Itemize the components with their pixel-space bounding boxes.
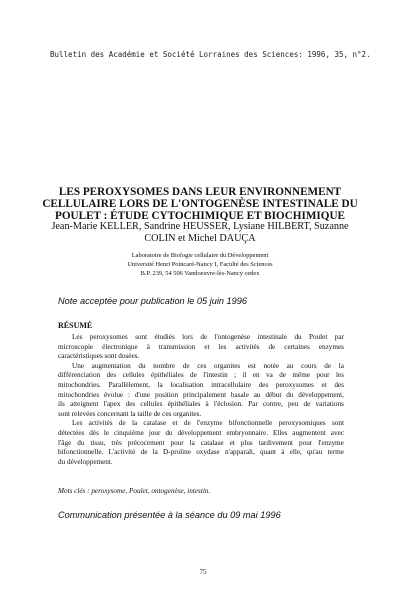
abstract-line: caractéristiques sont dosées. bbox=[58, 352, 140, 361]
author-line: COLIN et Michel DAUÇA bbox=[144, 233, 256, 244]
affiliation bbox=[40, 251, 360, 278]
abstract-line: Les activités de la catalase et de l'enzyme bifonctionnelle peroxysomiques sont bbox=[72, 419, 344, 428]
abstract-line: l'âge du tissu, très précocement pour la catalase et plus tardivement pour l'enzyme bbox=[58, 438, 344, 447]
title-line: LES PEROXYSOMES DANS LEUR ENVIRONNEMENT bbox=[58, 186, 342, 198]
abstract-body bbox=[58, 333, 344, 467]
abstract-line: microscopie électronique à transmission et les activités de certaines enzymes bbox=[58, 342, 344, 351]
abstract-line: différenciation des cellules épithéliales de l'intestin ; il en va de même pour les bbox=[58, 371, 344, 380]
abstract-line: bifonctionnelle. L'activité de la D-proline oxydase n'apparaît, quant à elle, qu'au terme bbox=[58, 448, 344, 457]
author-line: Jean-Marie KELLER, Sandrine HEUSSER, Lysiane HILBERT, Suzanne bbox=[51, 221, 349, 232]
abstract-line: sont relevées concernant la taille de ces organites. bbox=[58, 409, 202, 418]
abstract-line: mitochondries. Parallèlement, la localisation intracellulaire des peroxysomes et des bbox=[58, 380, 344, 389]
author-list bbox=[40, 221, 360, 245]
acceptance-note: Note acceptée pour publication le 05 juin 1996 bbox=[58, 296, 247, 306]
page-number: 75 bbox=[199, 568, 207, 576]
affiliation-line: Université Henri Poincaré-Nancy I, Faculté des Sciences bbox=[127, 261, 273, 268]
affiliation-line: B.P. 239, 54 506 Vandoeuvre-lès-Nancy cedex bbox=[140, 270, 260, 277]
keywords: Mots clés : peroxysome, Poulet, ontogenèse, intestin. bbox=[58, 487, 211, 495]
abstract-line: du développement. bbox=[58, 457, 113, 466]
article-title bbox=[40, 186, 360, 222]
abstract-line: mitochondries évolue : d'une position principalement basale au début du développement, bbox=[58, 390, 344, 399]
title-line: POULET : ÉTUDE CYTOCHIMIQUE ET BIOCHIMIQUE bbox=[55, 210, 345, 222]
communication-note: Communication présentée à la séance du 09 mai 1996 bbox=[58, 510, 281, 520]
abstract-line: ils atteignent l'apex des cellules épithéliales à l'éclosion. Par contre, peu de variations bbox=[58, 400, 344, 409]
affiliation-line: Laboratoire de Biologie cellulaire du Développement bbox=[131, 252, 269, 259]
journal-header: Bulletin des Académie et Société Lorraines des Sciences: 1996, 35, n°2. bbox=[50, 50, 371, 59]
abstract-heading: RÉSUMÉ bbox=[58, 321, 93, 330]
title-line: CELLULAIRE LORS DE L'ONTOGENÈSE INTESTINALE DU bbox=[42, 198, 358, 210]
abstract-line: détectées dès le cinquième jour du développement embryonnaire. Elles augmentent avec bbox=[58, 428, 344, 437]
abstract-line: Les peroxysomes sont étudiés lors de l'ontogenèse intestinale du Poulet par bbox=[72, 333, 344, 341]
abstract-line: Une augmentation du nombre de ces organites est notée au cours de la bbox=[72, 361, 344, 370]
